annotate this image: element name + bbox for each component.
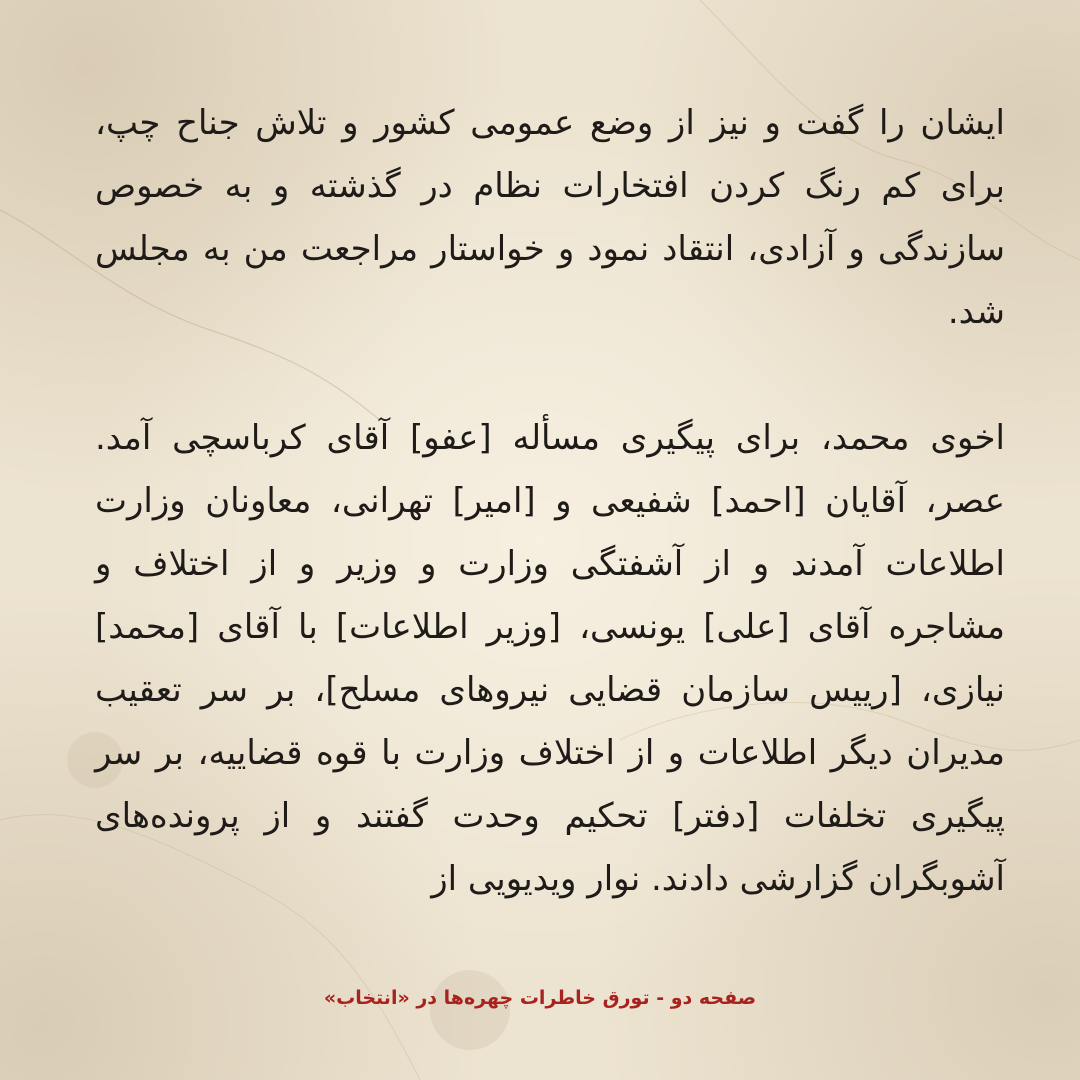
footer-caption: صفحه دو - تورق خاطرات چهره‌ها در «انتخاب» [323, 987, 757, 1009]
article-body [95, 92, 1005, 911]
article-paragraph-1: ایشان را گفت و نیز از وضع عمومی کشور و تلاش جناح چپ، برای کم رنگ کردن افتخارات نظام در گذشته و به خصوص سازندگی و آزادی، انتقاد نمود و خواستار مراجعت من به مجلس شد. [95, 103, 1005, 332]
article-paragraph-2: اخوی محمد، برای پیگیری مسأله [عفو] آقای کرباسچی آمد. عصر، آقایان [احمد] شفیعی و [امیر] تهرانی، معاونان وزارت اطلاعات آمدند و از آشفتگی وزارت و وزیر و از اختلاف و مشاجره آقای [علی] یونسی، [وزیر اطلاعات] با آقای [محمد] نیازی، [رییس سازمان قضایی نیروهای مسلح]، بر سر تعقیب مدیران دیگر اطلاعات و از اختلاف وزارت با قوه قضاییه، بر سر پیگیری تخلفات [دفتر] تحکیم وحدت گفتند و از پرونده‌های آشوبگران گزارشی دادند. نوار ویدیویی از [95, 418, 1005, 899]
paper-stain [430, 970, 510, 1050]
